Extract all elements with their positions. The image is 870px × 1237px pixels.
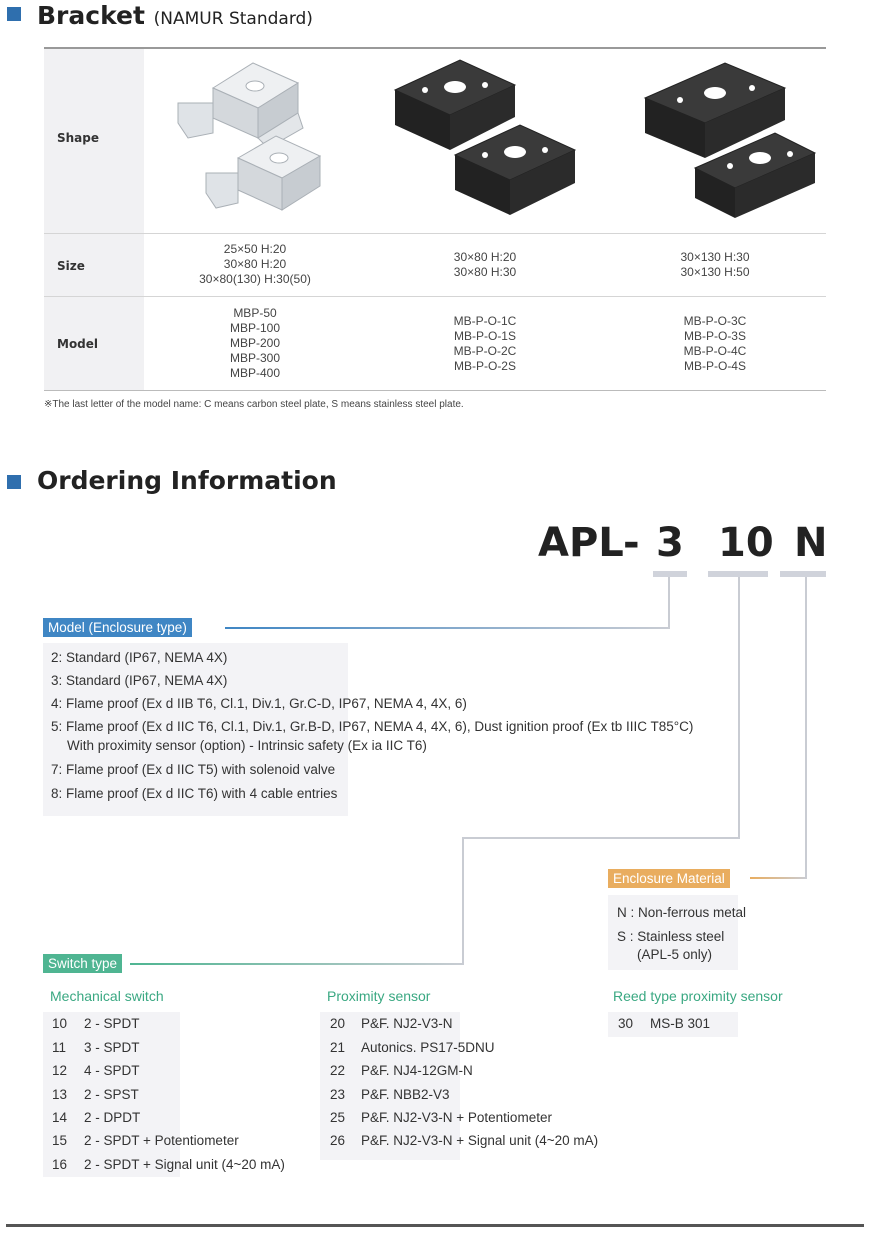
reed-sensor-title: Reed type proximity sensor: [613, 988, 783, 1004]
table-bottom-rule: [44, 390, 826, 391]
code-prefix: APL: [538, 520, 624, 566]
table-row: 10 2 - SPDT: [52, 1016, 140, 1031]
list-item: (APL-5 only): [637, 947, 713, 962]
footer-rule: [6, 1224, 864, 1227]
code-dash: -: [623, 520, 640, 566]
row-divider: [44, 233, 826, 234]
code-model: 3: [656, 520, 684, 566]
section-marker: [7, 475, 21, 489]
bracket-title: Bracket: [37, 1, 145, 30]
table-row: 13 2 - SPST: [52, 1087, 139, 1102]
model-cell: MB-P-O-1C MB-P-O-1S MB-P-O-2C MB-P-O-2S: [453, 314, 517, 373]
connector-line: [668, 577, 670, 629]
white-bracket-bottom: [206, 136, 320, 210]
list-item: With proximity sensor (option) - Intrinsic safety (Ex ia IIC T6): [67, 738, 427, 753]
connector-line: [462, 837, 464, 965]
table-row: 20 P&F. NJ2-V3-N: [330, 1016, 453, 1031]
black-bracket-small-image: [390, 55, 580, 220]
connector-line: [805, 577, 807, 879]
list-item: 4: Flame proof (Ex d IIB T6, Cl.1, Div.1, Gr.C-D, IP67, NEMA 4, 4X, 6): [51, 696, 467, 711]
list-item: 2: Standard (IP67, NEMA 4X): [51, 650, 228, 665]
model-tag: Model (Enclosure type): [43, 618, 192, 637]
size-cell: 25×50 H:20 30×80 H:20 30×80(130) H:30(50): [199, 242, 311, 286]
table-row: 15 2 - SPDT + Potentiometer: [52, 1133, 239, 1148]
table-row: 25 P&F. NJ2-V3-N + Potentiometer: [330, 1110, 552, 1125]
connector-line: [462, 837, 740, 839]
list-item: 5: Flame proof (Ex d IIC T6, Cl.1, Div.1, Gr.B-D, IP67, NEMA 4, 4X, 6), Dust ignition proof (Ex tb IIIC T85°C): [51, 719, 694, 734]
bracket-subtitle: (NAMUR Standard): [153, 9, 313, 29]
code-material-bar: [780, 571, 826, 577]
table-row: 30 MS-B 301: [618, 1016, 711, 1031]
table-row: 22 P&F. NJ4-12GM-N: [330, 1063, 473, 1078]
code-material: N: [794, 520, 828, 566]
code-switch: 10: [718, 520, 774, 566]
connector-line: [225, 627, 670, 629]
connector-line: [750, 877, 807, 879]
ordering-title: Ordering Information: [37, 466, 337, 495]
black-bracket-bottom: [455, 125, 575, 215]
table-row: 16 2 - SPDT + Signal unit (4~20 mA): [52, 1157, 285, 1172]
list-item: N : Non-ferrous metal: [617, 905, 747, 920]
connector-line: [738, 577, 740, 839]
black-bracket-large-image: [640, 58, 820, 218]
table-row: 14 2 - DPDT: [52, 1110, 141, 1125]
material-tag: Enclosure Material: [608, 869, 730, 888]
row-divider: [44, 296, 826, 297]
white-bracket-top: [178, 63, 303, 148]
table-row: 21 Autonics. PS17-5DNU: [330, 1040, 495, 1055]
proximity-sensor-title: Proximity sensor: [327, 988, 431, 1004]
bracket-footnote: ※The last letter of the model name: C means carbon steel plate, S means stainless steel plate.: [44, 399, 464, 410]
row-label-model: Model: [57, 337, 99, 351]
white-bracket-image: [158, 58, 338, 218]
table-row: 12 4 - SPDT: [52, 1063, 140, 1078]
table-row: 11 3 - SPDT: [52, 1040, 140, 1055]
model-cell: MB-P-O-3C MB-P-O-3S MB-P-O-4C MB-P-O-4S: [683, 314, 747, 373]
list-item: 7: Flame proof (Ex d IIC T5) with solenoid valve: [51, 762, 336, 777]
list-item: S : Stainless steel: [617, 929, 725, 944]
list-item: 8: Flame proof (Ex d IIC T6) with 4 cable entries: [51, 786, 338, 801]
list-item: 3: Standard (IP67, NEMA 4X): [51, 673, 228, 688]
row-label-shape: Shape: [57, 131, 100, 145]
mechanical-switch-title: Mechanical switch: [50, 988, 164, 1004]
switch-tag: Switch type: [43, 954, 122, 973]
table-row: 26 P&F. NJ2-V3-N + Signal unit (4~20 mA): [330, 1133, 599, 1148]
row-label-size: Size: [57, 259, 85, 273]
table-top-rule: [44, 47, 826, 49]
code-model-bar: [653, 571, 687, 577]
model-cell: MBP-50 MBP-100 MBP-200 MBP-300 MBP-400: [229, 306, 281, 380]
connector-line: [130, 963, 464, 965]
bracket-heading: [37, 1, 313, 30]
size-cell: 30×130 H:30 30×130 H:50: [680, 250, 750, 279]
table-row: 23 P&F. NBB2-V3: [330, 1087, 450, 1102]
section-marker: [7, 7, 21, 21]
size-cell: 30×80 H:20 30×80 H:30: [453, 250, 517, 279]
